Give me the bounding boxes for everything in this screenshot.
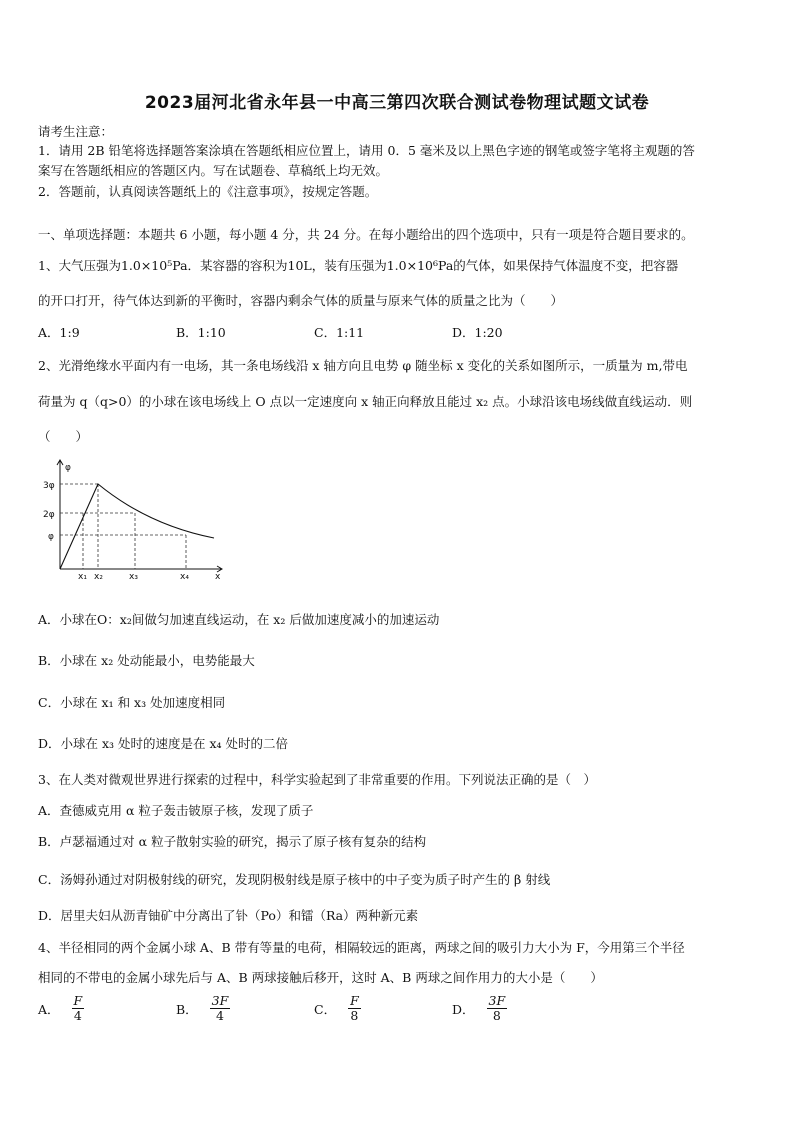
q1-line2: 的开口打开，待气体达到新的平衡时，容器内剩余气体的质量与原来气体的质量之比为（ ）: [38, 293, 564, 308]
denominator: 8: [492, 1008, 501, 1024]
q4-option-c-label: C．: [314, 1001, 337, 1017]
q4-options: [38, 994, 590, 1024]
fraction: [348, 994, 361, 1024]
q4-line2: 相同的不带电的金属小球先后与 A、B 两球接触后移开，这时 A、B 两球之间作用力的大小是（ ）: [38, 970, 603, 985]
q3-option-c[interactable]: C．汤姆孙通过对阴极射线的研究，发现阴极射线是原子核中的中子变为质子时产生的 β 射线: [38, 872, 551, 887]
page-title: 2023届河北省永年县一中高三第四次联合测试卷物理试题文试卷: [144, 93, 650, 113]
x-tick-x1: x₁: [78, 572, 87, 582]
section-heading: 一、单项选择题：本题共 6 小题，每小题 4 分，共 24 分。在每小题给出的四个选项中，只有一项是符合题目要求的。: [38, 227, 694, 242]
notice-item-1b: 案写在答题纸相应的答题区内。写在试题卷、草稿纸上均无效。: [38, 163, 389, 178]
q2-option-c[interactable]: C．小球在 x₁ 和 x₃ 处加速度相同: [38, 695, 226, 710]
q1-line1: 1、大气压强为1.0×10⁵Pa．某容器的容积为10L，装有压强为1.0×10⁶Pa的气体，如果保持气体温度不变，把容器: [38, 258, 679, 273]
q2-line2: 荷量为 q（q>0）的小球在该电场线上 O 点以一定速度向 x 轴正向释放且能过 x₂ 点。小球沿该电场线做直线运动．则: [38, 394, 693, 409]
q4-option-d-label: D．: [452, 1001, 475, 1017]
q4-option-a-label: A．: [38, 1001, 60, 1017]
q2-line1: 2、光滑绝缘水平面内有一电场，其一条电场线沿 x 轴方向且电势 φ 随坐标 x 变化的关系如图所示，一质量为 m,带电: [38, 358, 688, 373]
q4-option-b[interactable]: [176, 994, 314, 1024]
notice-heading: 请考生注意：: [38, 124, 114, 139]
q1-options: [38, 323, 590, 341]
q1-option-c[interactable]: C．1:11: [314, 325, 365, 340]
q1-option-b[interactable]: B．1:10: [176, 325, 226, 340]
numerator: F: [350, 993, 359, 1008]
notice-item-2: 2．答题前，认真阅读答题纸上的《注意事项》，按规定答题。: [38, 184, 378, 199]
y-tick-phi: φ: [48, 532, 54, 542]
denominator: 4: [73, 1008, 82, 1024]
numerator: F: [73, 993, 83, 1008]
q1-option-d[interactable]: D．1:20: [452, 325, 503, 340]
denominator: 8: [350, 1008, 359, 1024]
q1-option-a[interactable]: A．1:9: [38, 325, 80, 340]
q3-option-a[interactable]: A．查德威克用 α 粒子轰击铍原子核，发现了质子: [38, 803, 314, 818]
y-tick-2phi: 2φ: [43, 510, 55, 520]
fraction: [72, 994, 85, 1024]
q4-option-d[interactable]: [452, 994, 590, 1024]
q4-option-a[interactable]: [38, 994, 176, 1024]
fraction: [487, 994, 508, 1024]
x-axis-label: x: [215, 572, 221, 582]
x-tick-x2: x₂: [94, 572, 103, 582]
denominator: 4: [216, 1008, 224, 1024]
y-axis-label: φ: [65, 463, 71, 473]
x-tick-x3: x₃: [129, 572, 138, 582]
q2-line3: （ ）: [38, 429, 89, 444]
phi-x-graph: [38, 455, 238, 585]
q2-option-b[interactable]: B．小球在 x₂ 处动能最小，电势能最大: [38, 653, 255, 668]
y-tick-3phi: 3φ: [43, 481, 55, 491]
q4-option-c[interactable]: [314, 994, 452, 1024]
numerator: 3F: [488, 993, 506, 1008]
q2-option-a[interactable]: A．小球在O：x₂间做匀加速直线运动，在 x₂ 后做加速度减小的加速运动: [38, 612, 440, 627]
notice-item-1a: 1．请用 2B 铅笔将选择题答案涂填在答题纸相应位置上，请用 0．5 毫米及以上黑色字迹的钢笔或签字笔将主观题的答: [38, 143, 695, 158]
numerator: 3F: [211, 993, 229, 1008]
x-tick-x4: x₄: [180, 572, 189, 582]
q4-option-b-label: B．: [176, 1001, 198, 1017]
phi-curve: [60, 484, 214, 569]
q2-option-d[interactable]: D．小球在 x₃ 处时的速度是在 x₄ 处时的二倍: [38, 736, 289, 751]
q3-stem: 3、在人类对微观世界进行探索的过程中，科学实验起到了非常重要的作用。下列说法正确的是（ ）: [38, 772, 596, 787]
q3-option-d[interactable]: D．居里夫妇从沥青铀矿中分离出了钋（Po）和镭（Ra）两种新元素: [38, 908, 419, 923]
q4-line1: 4、半径相同的两个金属小球 A、B 带有等量的电荷，相隔较远的距离，两球之间的吸引力大小为 F，今用第三个半径: [38, 940, 685, 955]
q3-option-b[interactable]: B．卢瑟福通过对 α 粒子散射实验的研究，揭示了原子核有复杂的结构: [38, 834, 427, 849]
fraction: [210, 994, 231, 1024]
